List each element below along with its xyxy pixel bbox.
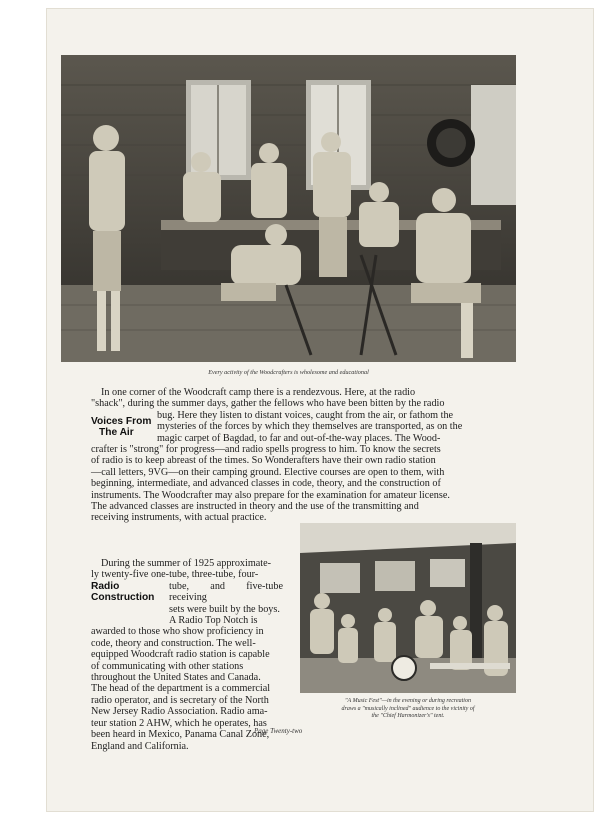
text-line: teur station 2 AHW, which he operates, has xyxy=(91,717,267,729)
text-line: receiving instruments, with actual practice. xyxy=(91,512,267,524)
text-line: tube, and five-tube receiving xyxy=(169,580,283,604)
text-line: equipped Woodcraft radio station is capable xyxy=(91,649,270,661)
text-line: code, theory and construction. The well- xyxy=(91,637,256,649)
text-line: —call letters, 9VG—on their camping ground. Elective courses are open to them, with xyxy=(91,466,445,478)
bottom-photo-caption: "A Music Fest"—in the evening or during recreation draws a "musically inclined" audience to the vicinity of the "Chief Harmonizer's" tent. xyxy=(341,698,475,719)
page-number: Page Twenty-two xyxy=(254,727,303,735)
text-line: mysteries of the forces by which they themselves are transported, as on the xyxy=(157,421,463,433)
text-line: crafter is "strong" for progress—and radio spells progress to him. To know the secrets xyxy=(91,444,441,456)
text-line: England and California. xyxy=(91,740,189,752)
music-fest-photo-image xyxy=(300,523,516,693)
top-photo-caption: Every activity of the Woodcrafters is wholesome and educational xyxy=(208,369,369,376)
text-line: of radio is to keep abreast of the times. So Wonderafters have their own radio station xyxy=(91,455,436,467)
text-line: radio operator, and is secretary of the North xyxy=(91,694,269,706)
text-line: During the summer of 1925 approximate- xyxy=(101,558,272,569)
music-fest-photo xyxy=(300,523,516,693)
radio-shack-photo xyxy=(61,55,516,362)
text-line: of communicating with other stations xyxy=(91,660,244,672)
radio-shack-photo-image xyxy=(61,55,516,362)
text-line: New Jersey Radio Association. Radio ama- xyxy=(91,706,268,718)
radio-construction-heading: Radio Construction xyxy=(91,581,155,604)
text-line: The head of the department is a commercial xyxy=(91,683,271,695)
text-line: instruments. The Woodcrafter may also prepare for the examination for amateur license. xyxy=(91,489,450,501)
text-line: throughout the United States and Canada. xyxy=(91,672,261,684)
text-line: beginning, intermediate, and advanced classes in code, theory, and the construction of xyxy=(91,478,441,490)
text-line: The advanced classes are instructed in theory and the use of the transmitting and xyxy=(91,501,419,513)
text-line: In one corner of the Woodcraft camp there is a rendezvous. Here, at the radio xyxy=(101,387,416,398)
text-line: been heard in Mexico, Panama Canal Zone, xyxy=(91,729,270,741)
text-line: bug. Here they listen to distant voices, caught from the air, or fathom the xyxy=(157,409,454,421)
section1-paragraph xyxy=(91,387,516,524)
text-line: magic carpet of Bagdad, to far and out-of-the-way places. The Wood- xyxy=(157,432,441,444)
text-line: sets were built by the boys. xyxy=(169,603,280,615)
text-line: ly twenty-five one-tube, three-tube, four- xyxy=(91,569,259,581)
text-line: "shack", during the summer days, gather the fellows who have been bitten by the radio xyxy=(91,398,445,410)
document-page xyxy=(46,8,594,812)
text-line: awarded to those who show proficiency in xyxy=(91,626,264,638)
voices-from-the-air-heading: Voices From The Air xyxy=(91,416,152,439)
text-line: A Radio Top Notch is xyxy=(169,615,258,627)
